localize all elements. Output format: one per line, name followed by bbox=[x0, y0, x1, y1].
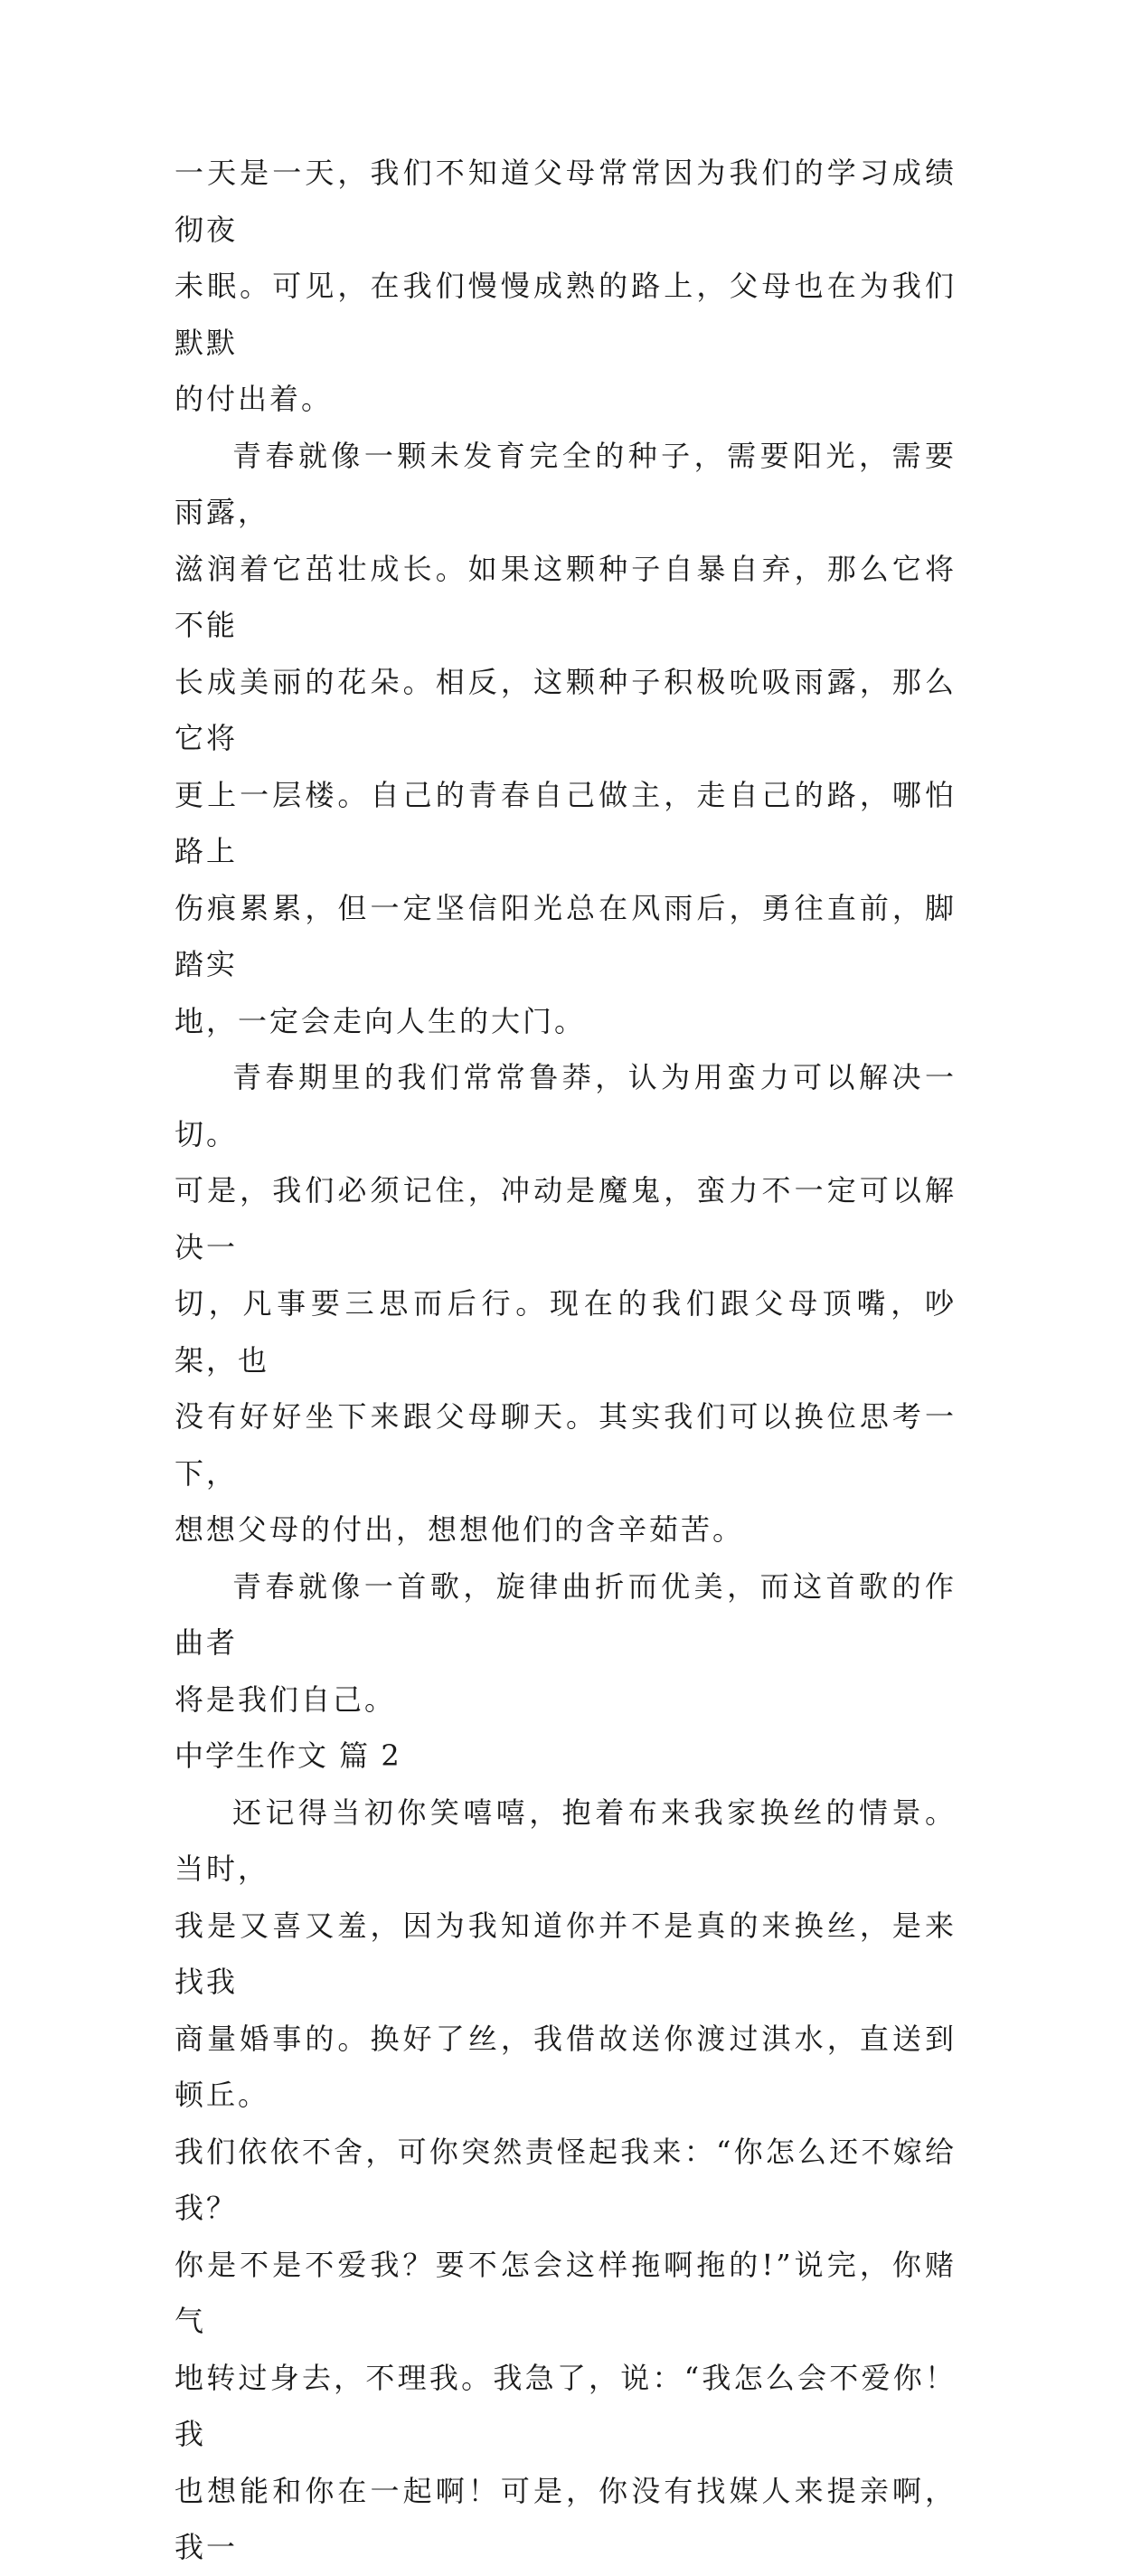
paragraph-5: 还记得当初你笑嘻嘻，抱着布来我家换丝的情景。当时， 我是又喜又羞，因为我知道你并不是真的来换丝，是来找我 商量婚事的。换好了丝，我借故送你渡过淇水，直送到顿丘。 我们依依不舍，可你突然责怪起我来：“你怎么还不嫁给我？ 你是不是不爱我？要不怎会这样拖啊拖的!”说完，你赌气 地转过身去，不理我。我急了，说：“我怎么会不爱你！我 也想能和你在一起啊！可是，你没有找媒人来提亲啊，我一 bbox=[174, 1795, 957, 2564]
paragraph-4: 青春就像一首歌，旋律曲折而优美，而这首歌的作曲者 将是我们自己。 bbox=[174, 1568, 957, 1717]
paragraph-1: 一天是一天，我们不知道父母常常因为我们的学习成绩彻夜 未眠。可见，在我们慢慢成熟的路上，父母也在为我们默默 的付出着。 bbox=[174, 156, 957, 416]
paragraph-2: 青春就像一颗未发育完全的种子，需要阳光，需要雨露， 滋润着它茁壮成长。如果这颗种子自暴自弃，那么它将不能 长成美丽的花朵。相反，这颗种子积极吮吸雨露，那么它将 更上一层楼。自己的青春自己做主，走自己的路，哪怕路上 伤痕累累，但一定坚信阳光总在风雨后，勇往直前，脚踏实 地，一定会走向人生的大门。 bbox=[174, 438, 957, 1038]
section-heading: 中学生作文 篇 2 bbox=[174, 1738, 401, 1773]
document-body bbox=[174, 145, 957, 2576]
paragraph-3: 青春期里的我们常常鲁莽，认为用蛮力可以解决一切。 可是，我们必须记住，冲动是魔鬼，蛮力不一定可以解决一 切，凡事要三思而后行。现在的我们跟父母顶嘴，吵架，也 没有好好坐下来跟父母聊天。其实我们可以换位思考一下， 想想父母的付出，想想他们的含辛茹苦。 bbox=[174, 1060, 957, 1547]
